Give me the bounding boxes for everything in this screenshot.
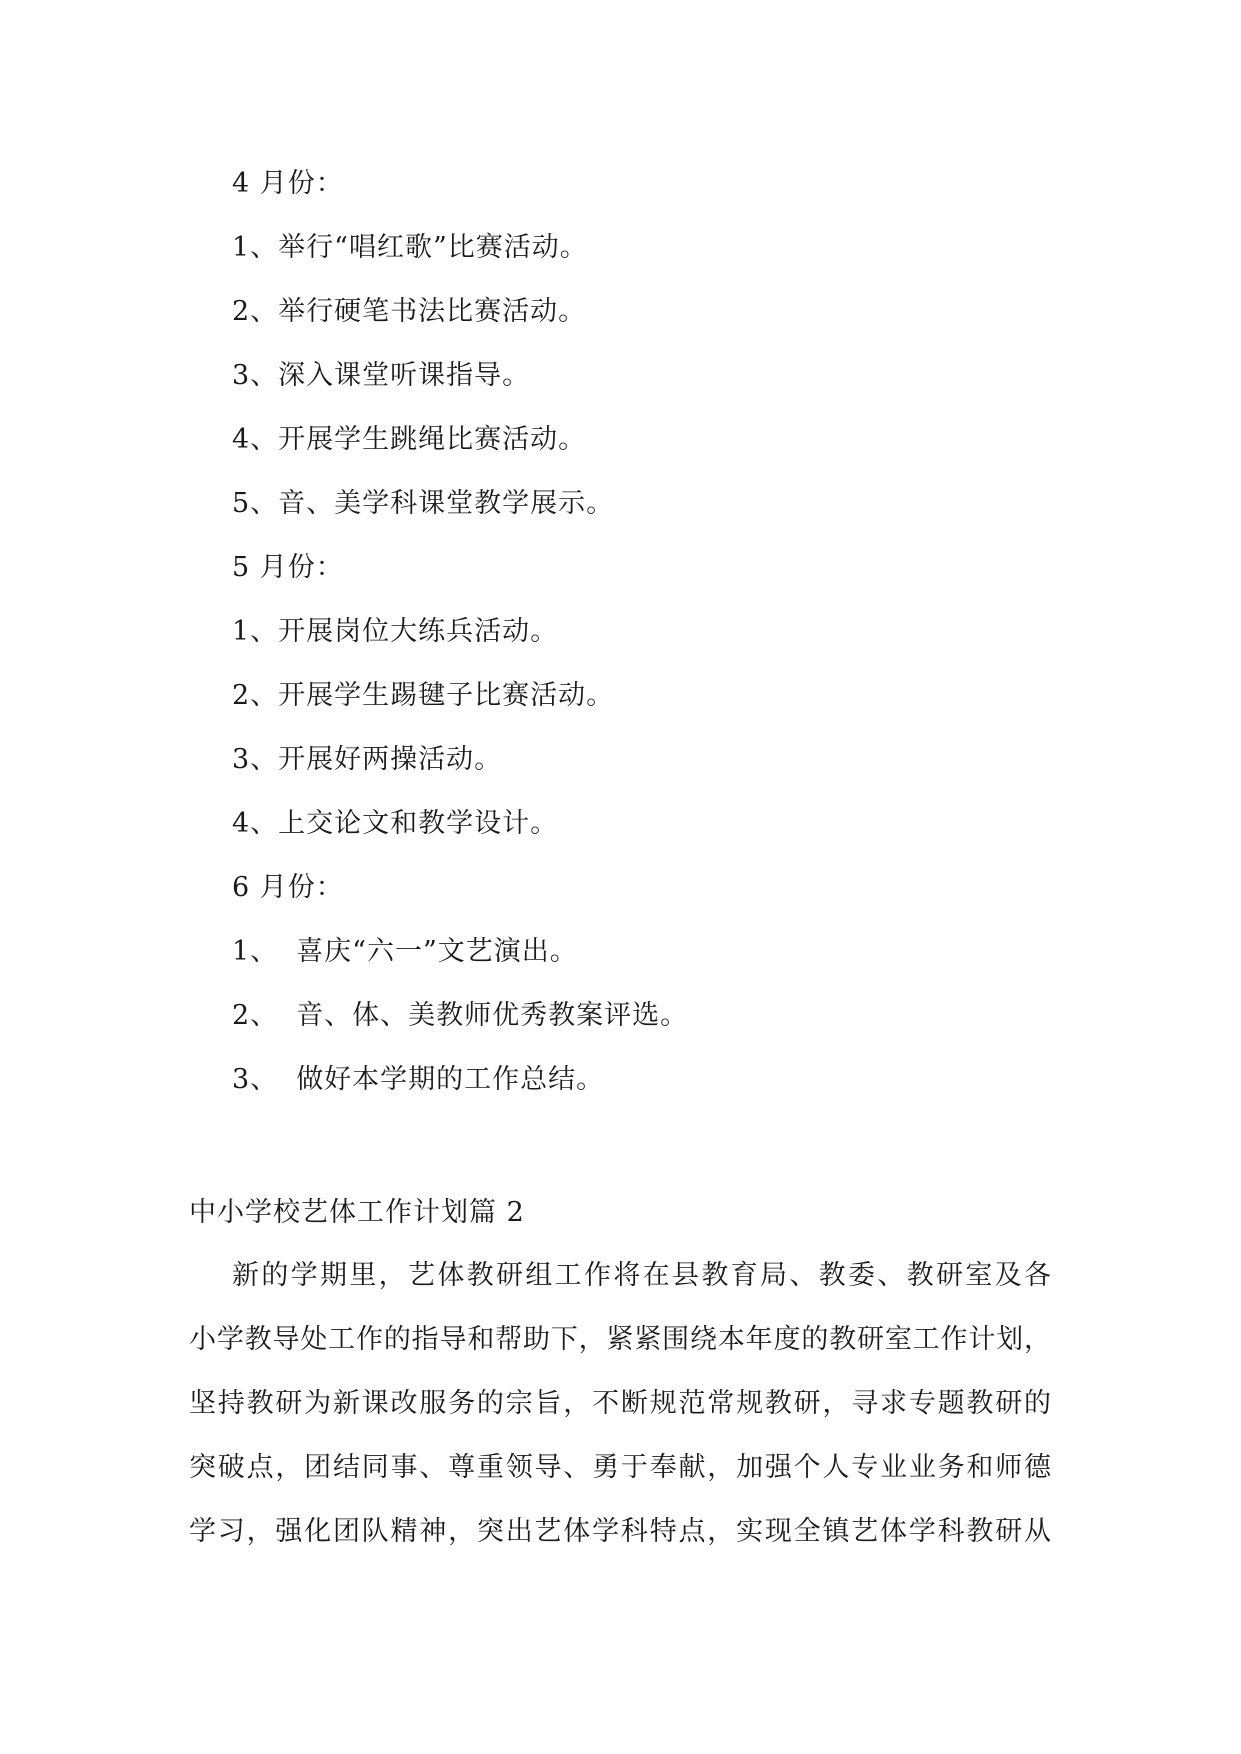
may-heading: 5 月份：: [232, 552, 344, 583]
april-item-5: 5、音、美学科课堂教学展示。: [232, 488, 615, 519]
paragraph-line-3: 坚持教研为新课改服务的宗旨，不断规范常规教研，寻求专题教研的: [189, 1388, 1051, 1419]
section-title: 中小学校艺体工作计划篇 2: [189, 1197, 525, 1228]
paragraph-line-4: 突破点，团结同事、尊重领导、勇于奉献，加强个人专业业务和师德: [189, 1452, 1051, 1483]
june-item-1-number: 1、: [232, 936, 279, 967]
june-item-1: [232, 934, 578, 970]
june-item-2-text: 音、体、美教师优秀教案评选。: [296, 1000, 689, 1031]
paragraph-line-1: 新的学期里，艺体教研组工作将在县教育局、教委、教研室及各: [232, 1260, 1051, 1291]
paragraph-line-5: 学习，强化团队精神，突出艺体学科特点，实现全镇艺体学科教研从: [189, 1516, 1051, 1547]
april-item-1: 1、举行“唱红歌”比赛活动。: [232, 232, 588, 263]
june-item-1-text: 喜庆“六一”文艺演出。: [296, 936, 578, 967]
may-item-4: 4、上交论文和教学设计。: [232, 808, 559, 839]
april-item-3: 3、深入课堂听课指导。: [232, 360, 531, 391]
may-item-2: 2、开展学生踢毽子比赛活动。: [232, 680, 615, 711]
june-item-2-number: 2、: [232, 1000, 279, 1031]
june-item-3-number: 3、: [232, 1064, 279, 1095]
june-item-2: [232, 998, 688, 1034]
june-heading: 6 月份：: [232, 872, 344, 903]
june-item-3-text: 做好本学期的工作总结。: [296, 1064, 605, 1095]
april-item-4: 4、开展学生跳绳比赛活动。: [232, 424, 587, 455]
june-item-3: [232, 1062, 604, 1098]
may-item-1: 1、开展岗位大练兵活动。: [232, 616, 559, 647]
april-item-2: 2、举行硬笔书法比赛活动。: [232, 296, 587, 327]
paragraph-line-2: 小学教导处工作的指导和帮助下，紧紧围绕本年度的教研室工作计划，: [189, 1324, 1051, 1355]
may-item-3: 3、开展好两操活动。: [232, 744, 503, 775]
april-heading: 4 月份：: [232, 168, 344, 199]
